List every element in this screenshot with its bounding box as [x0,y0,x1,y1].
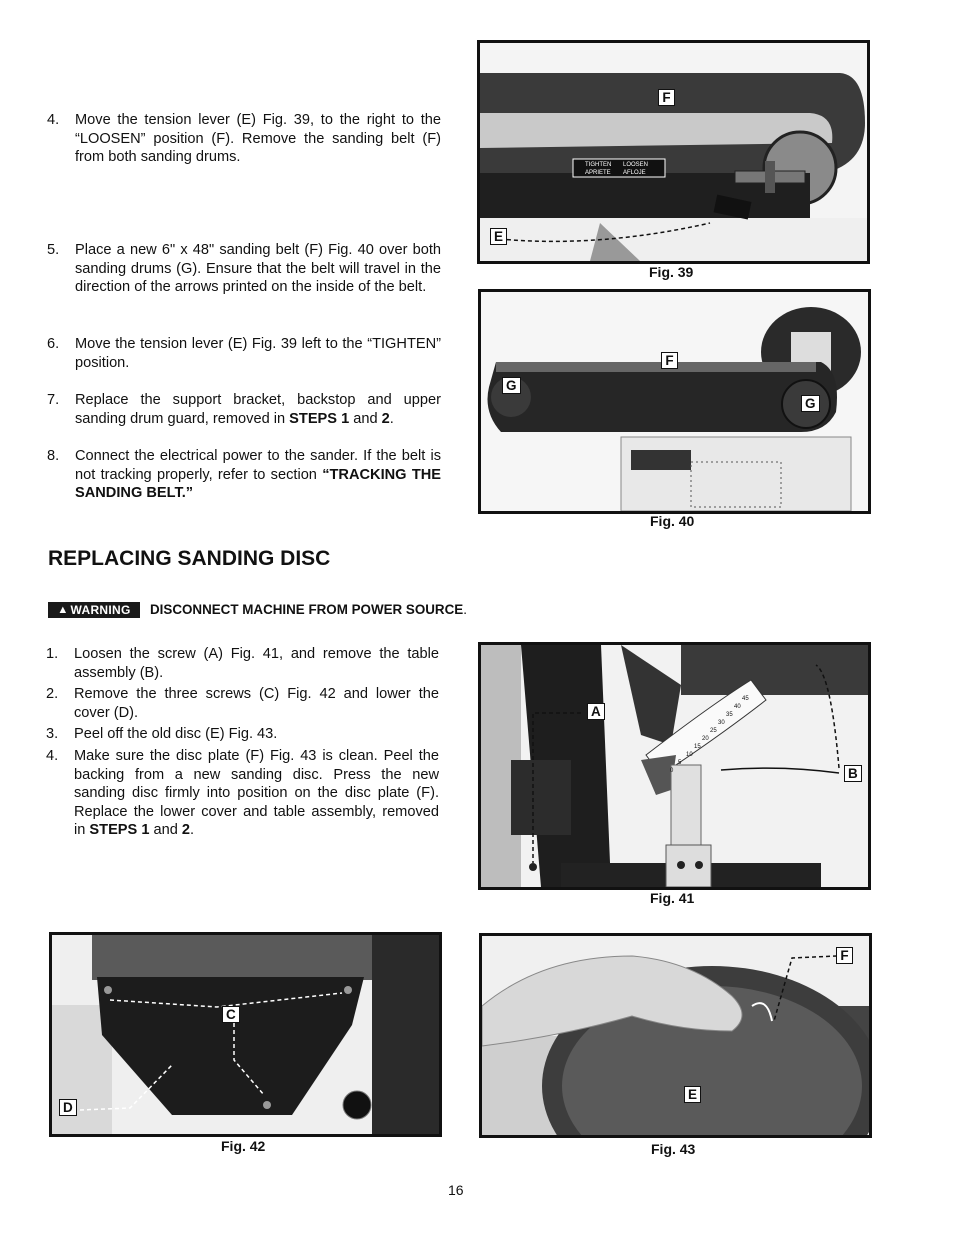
step-text: Connect the electrical power to the sander. If the belt is not tracking properly, refer to section “TRACKING THE SANDING BELT.” [75,448,442,502]
step-number: 2. [46,686,59,702]
fig-41-photo [481,645,868,887]
fig-43-callout-e: E [684,1086,701,1103]
svg-text:5: 5 [678,760,682,766]
fig-41-caption: Fig. 41 [650,890,695,906]
fig-40-callout-g-left: G [502,377,521,394]
svg-text:15: 15 [694,744,701,750]
svg-text:40: 40 [734,704,741,710]
step-text: Replace the support bracket, backstop and upper sanding drum guard, removed in STEPS 1 and 2. [75,392,441,427]
step-text: Remove the three screws (C) Fig. 42 and lower the cover (D). [74,686,439,721]
step-text: Move the tension lever (E) Fig. 39, to the right to the “LOOSEN” position (F). Remove the sanding belt (F) from both sanding drums. [75,112,441,166]
fig-41-callout-a: A [587,703,605,720]
fig-41-image [478,642,871,890]
svg-text:30: 30 [718,720,725,726]
svg-text:25: 25 [710,728,717,734]
warning-badge: ▲ WARNING [48,602,140,618]
fig-40-callout-f: F [661,352,678,369]
page-number: 16 [448,1182,464,1198]
svg-text:35: 35 [726,712,733,718]
svg-text:APRIETE: APRIETE [585,170,611,176]
fig-42-image [49,932,442,1137]
step-number: 7. [47,392,60,408]
fig-40-caption: Fig. 40 [650,513,695,529]
svg-text:0: 0 [670,768,674,774]
fig-43-callout-f: F [836,947,853,964]
svg-text:LOOSEN: LOOSEN [623,162,649,168]
svg-text:AFLOJE: AFLOJE [623,170,646,176]
step-number: 5. [47,242,60,258]
fig-39-callout-f: F [658,89,675,106]
step-text: Make sure the disc plate (F) Fig. 43 is clean. Peel the backing from a new sanding disc. Press the new sanding disc firmly into position on the disc plate (F). Replace the lower cover and table assembly, removed in STEPS 1 and 2. [74,748,439,839]
tracking-section-link: “TRACKING THE SANDING BELT.” [75,466,442,502]
fig-43-photo [482,936,869,1135]
step-number: 4. [46,748,59,764]
fig-39-photo [480,43,867,261]
section-title: REPLACING SANDING DISC [48,547,331,570]
step-text: Move the tension lever (E) Fig. 39 left to the “TIGHTEN” position. [75,336,441,371]
fig-43-image [479,933,872,1138]
step-text: Place a new 6" x 48" sanding belt (F) Fig. 40 over both sanding drums (G). Ensure that the belt will travel in the direction of the arrows printed on the inside of the belt. [75,242,441,296]
fig-39-callout-e: E [490,228,507,245]
step-number: 8. [47,448,60,464]
warning-triangle-icon: ▲ [57,604,69,616]
step-number: 1. [46,646,59,662]
svg-text:10: 10 [686,752,693,758]
fig-42-caption: Fig. 42 [221,1138,266,1154]
fig-43-caption: Fig. 43 [651,1141,696,1157]
fig-41-callout-b: B [844,765,862,782]
step-text: Peel off the old disc (E) Fig. 43. [74,726,278,742]
svg-text:TIGHTEN: TIGHTEN [585,162,612,168]
fig-42-photo [52,935,439,1134]
step-number: 3. [46,726,59,742]
step-number: 6. [47,336,60,352]
warning-text: DISCONNECT MACHINE FROM POWER SOURCE. [150,602,467,617]
svg-text:45: 45 [742,696,749,702]
svg-text:20: 20 [702,736,709,742]
fig-39-caption: Fig. 39 [649,264,694,280]
fig-42-callout-c: C [222,1006,240,1023]
fig-42-callout-d: D [59,1099,77,1116]
fig-40-callout-g-right: G [801,395,820,412]
step-text: Loosen the screw (A) Fig. 41, and remove the table assembly (B). [74,646,439,681]
step-number: 4. [47,112,60,128]
fig-39-image [477,40,870,264]
